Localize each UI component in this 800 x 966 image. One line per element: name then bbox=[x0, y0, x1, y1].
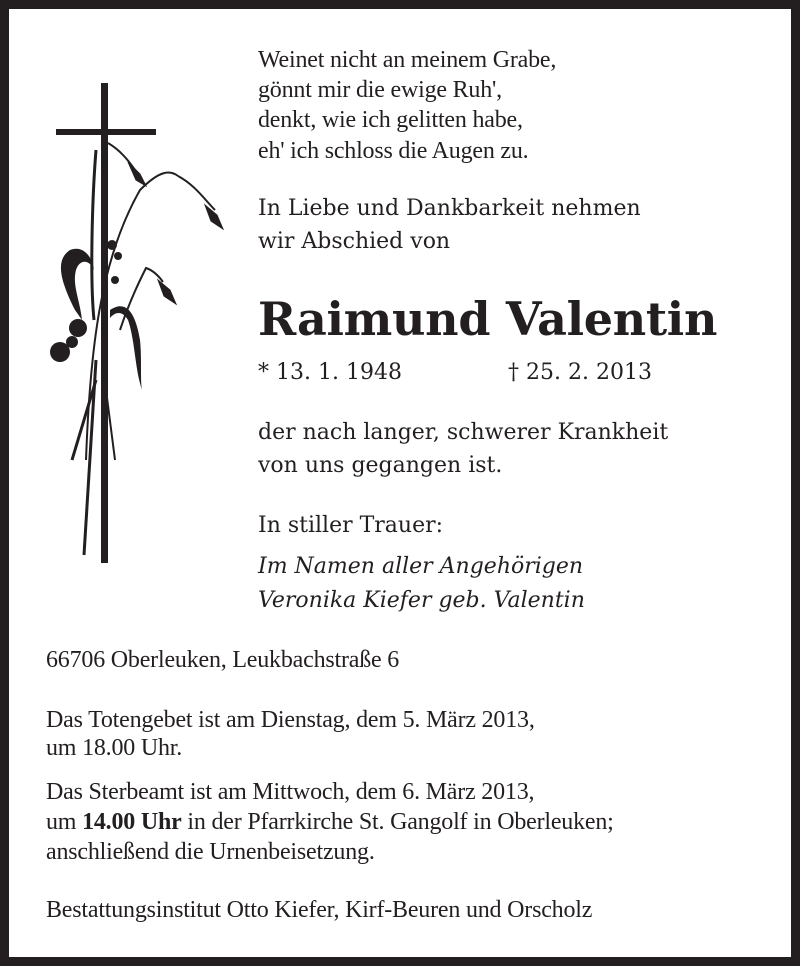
funeral-home: Bestattungsinstitut Otto Kiefer, Kirf-Beuren und Orscholz bbox=[46, 897, 593, 923]
intro-line: In Liebe und Dankbarkeit nehmen bbox=[258, 196, 641, 221]
poem-line: eh' ich schloss die Augen zu. bbox=[258, 138, 529, 164]
poem-line: Weinet nicht an meinem Grabe, bbox=[258, 47, 557, 73]
requiem-line: anschließend die Urnenbeisetzung. bbox=[46, 839, 375, 865]
intro-line: wir Abschied von bbox=[258, 229, 451, 254]
requiem-line bbox=[46, 810, 614, 834]
address: 66706 Oberleuken, Leukbachstraße 6 bbox=[46, 647, 400, 673]
death-date: † 25. 2. 2013 bbox=[508, 360, 652, 385]
cause-line: von uns gegangen ist. bbox=[258, 453, 503, 478]
mourner-line: Im Namen aller Angehörigen bbox=[258, 554, 584, 579]
birth-date: * 13. 1. 1948 bbox=[258, 360, 402, 385]
cause-line: der nach langer, schwerer Krankheit bbox=[258, 420, 669, 445]
cross-with-wheat-icon bbox=[40, 70, 250, 570]
prayer-line: Das Totengebet ist am Dienstag, dem 5. März 2013, bbox=[46, 707, 535, 733]
requiem-time: 14.00 Uhr bbox=[82, 809, 182, 835]
prayer-line: um 18.00 Uhr. bbox=[46, 735, 183, 761]
poem-line: denkt, wie ich gelitten habe, bbox=[258, 107, 523, 133]
requiem-location: in der Pfarrkirche St. Gangolf in Oberleuken; bbox=[181, 809, 614, 835]
mourning-label: In stiller Trauer: bbox=[258, 513, 444, 538]
requiem-line: Das Sterbeamt ist am Mittwoch, dem 6. März 2013, bbox=[46, 779, 535, 805]
requiem-prefix: um bbox=[46, 809, 83, 835]
poem-line: gönnt mir die ewige Ruh', bbox=[258, 77, 502, 103]
deceased-name: Raimund Valentin bbox=[258, 292, 718, 346]
mourner-line: Veronika Kiefer geb. Valentin bbox=[258, 588, 585, 613]
